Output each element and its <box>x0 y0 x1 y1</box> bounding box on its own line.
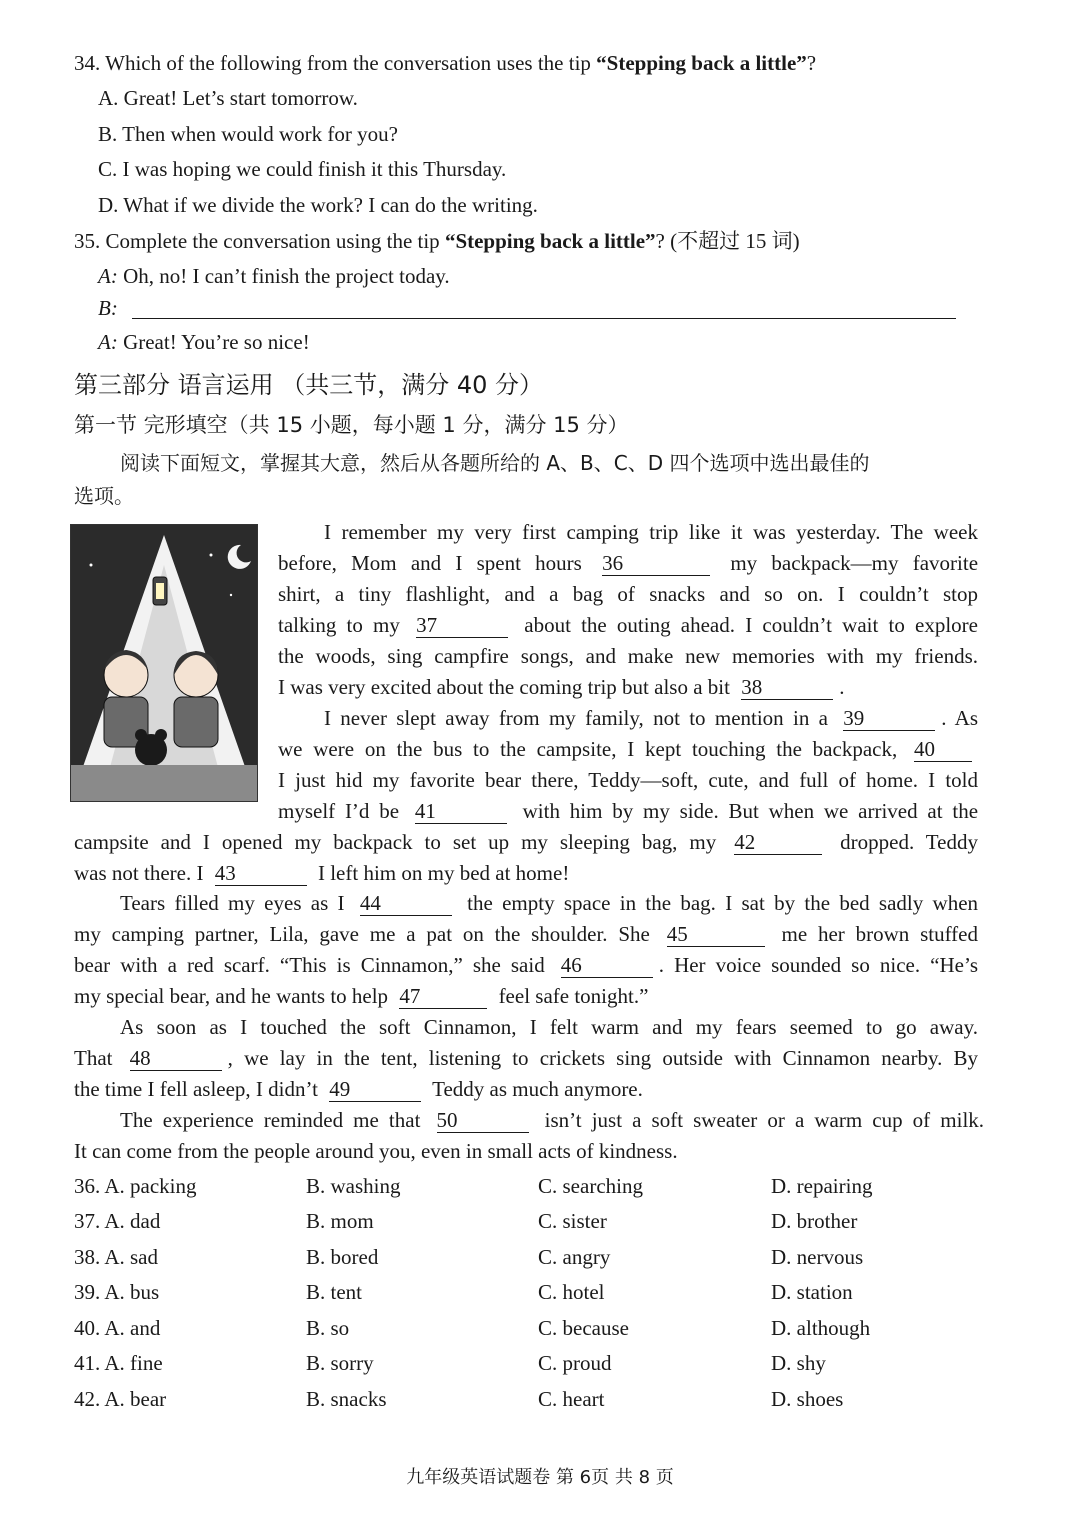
p2-line3: I just hid my favorite bear there, Teddy—soft, cute, and full of home. I told <box>278 768 978 792</box>
passage-paragraph-5 <box>74 1105 984 1167</box>
p5-line2: It can come from the people around you, even in small acts of kindness. <box>74 1139 678 1163</box>
p2-line4: myself I’d be 41 with him by my side. But when we arrived at the <box>278 799 979 823</box>
choice-38-b[interactable]: B. bored <box>306 1245 379 1269</box>
blank-36[interactable]: 36 <box>602 551 710 576</box>
choice-41-c[interactable]: C. proud <box>538 1351 612 1375</box>
choice-39-d[interactable]: D. station <box>771 1280 853 1304</box>
choice-39-a[interactable]: 39. A. bus <box>74 1280 160 1304</box>
p1-line2: before, Mom and I spent hours 36 my backpack—my favorite <box>278 551 979 575</box>
choice-37-a[interactable]: 37. A. dad <box>74 1209 161 1233</box>
choice-42-a[interactable]: 42. A. bear <box>74 1387 167 1411</box>
choices-38 <box>74 1242 1014 1277</box>
q34-option-d: D. What if we divide the work? I can do the writing. <box>98 193 538 217</box>
choice-41-d[interactable]: D. shy <box>771 1351 826 1375</box>
passage-paragraph-4 <box>74 1012 978 1105</box>
q35-line-b: B: <box>98 296 118 320</box>
p1-line1: I remember my very first camping trip like it was yesterday. The week <box>324 520 978 544</box>
page-footer: 九年级英语试题卷 第 6页 共 8 页 <box>406 1467 674 1488</box>
p3-line1: Tears filled my eyes as I 44 the empty space in the bag. I sat by the bed sadly when <box>120 891 979 915</box>
choice-41-b[interactable]: B. sorry <box>306 1351 374 1375</box>
p2-line2: we were on the bus to the campsite, I kept touching the backpack, 40 <box>278 734 978 765</box>
choice-38-a[interactable]: 38. A. sad <box>74 1245 158 1269</box>
choice-40-d[interactable]: D. although <box>771 1316 871 1340</box>
choice-36-d[interactable]: D. repairing <box>771 1174 873 1198</box>
choices-39 <box>74 1277 1014 1312</box>
choice-39-b[interactable]: B. tent <box>306 1280 362 1304</box>
choice-37-c[interactable]: C. sister <box>538 1209 607 1233</box>
p5-line1: The experience reminded me that 50 isn’t just a soft sweater or a warm cup of milk. <box>120 1108 985 1132</box>
p1-line5: the woods, sing campfire songs, and make new memories with my friends. <box>278 644 978 668</box>
blank-48[interactable]: 48 <box>130 1046 222 1071</box>
q35-line-a1: A: Oh, no! I can’t finish the project today. <box>98 264 450 288</box>
choices-36 <box>74 1171 1014 1206</box>
p1-line3: shirt, a tiny flashlight, and a bag of snacks and so on. I couldn’t stop <box>278 582 978 606</box>
blank-44[interactable]: 44 <box>360 891 452 916</box>
p1-line6: I was very excited about the coming trip but also a bit 38 . <box>278 675 845 699</box>
q34-option-b: B. Then when would work for you? <box>98 122 398 146</box>
tent-girls-icon <box>71 525 257 801</box>
section1-title: 第一节 完形填空（共 15 小题，每小题 1 分，满分 15 分） <box>74 413 629 437</box>
p3-line4: my special bear, and he wants to help 47 feel safe tonight.” <box>74 984 649 1008</box>
choice-40-c[interactable]: C. because <box>538 1316 629 1340</box>
blank-40[interactable]: 40 <box>914 737 972 762</box>
blank-50[interactable]: 50 <box>437 1108 529 1133</box>
p2-line1: I never slept away from my family, not to mention in a 39 . As <box>324 706 978 730</box>
p4-line3: the time I fell asleep, I didn’t 49 Teddy as much anymore. <box>74 1077 643 1101</box>
passage-paragraph-1 <box>278 517 978 703</box>
part3-title: 第三部分 语言运用 （共三节，满分 40 分） <box>74 371 544 399</box>
camping-illustration <box>70 524 258 802</box>
passage-paragraph-2a <box>278 703 978 827</box>
choice-37-d[interactable]: D. brother <box>771 1209 858 1233</box>
instruction-line1: 阅读下面短文，掌握其大意，然后从各题所给的 A、B、C、D 四个选项中选出最佳的 <box>120 451 870 475</box>
blank-38[interactable]: 38 <box>741 675 833 700</box>
blank-49[interactable]: 49 <box>329 1077 421 1102</box>
q35-stem: 35. Complete the conversation using the tip “Stepping back a little”? (不超过 15 词) <box>74 229 800 253</box>
choices-41 <box>74 1348 1014 1383</box>
choice-38-d[interactable]: D. nervous <box>771 1245 864 1269</box>
p4-line2: That 48 , we lay in the tent, listening to crickets sing outside with Cinnamon nearby. By <box>74 1046 978 1070</box>
choice-40-b[interactable]: B. so <box>306 1316 350 1340</box>
p3-line2: my camping partner, Lila, gave me a pat on the shoulder. She 45 me her brown stuffed <box>74 922 978 946</box>
choice-39-c[interactable]: C. hotel <box>538 1280 605 1304</box>
choice-36-c[interactable]: C. searching <box>538 1174 643 1198</box>
choice-40-a[interactable]: 40. A. and <box>74 1316 161 1340</box>
p1-line4: talking to my 37 about the outing ahead. I couldn’t wait to explore <box>278 613 978 637</box>
blank-42[interactable]: 42 <box>734 830 822 855</box>
q34-stem: 34. Which of the following from the conversation uses the tip “Stepping back a little”? <box>74 51 817 75</box>
choice-36-b[interactable]: B. washing <box>306 1174 401 1198</box>
choices-37 <box>74 1206 1014 1241</box>
p2-line6: was not there. I 43 I left him on my bed at home! <box>74 861 570 885</box>
p2-line5: campsite and I opened my backpack to set up my sleeping bag, my 42 dropped. Teddy <box>74 830 978 854</box>
instruction-line2: 选项。 <box>74 484 134 508</box>
blank-41[interactable]: 41 <box>415 799 507 824</box>
blank-37[interactable]: 37 <box>416 613 508 638</box>
q35-line-a2: A: Great! You’re so nice! <box>98 330 310 354</box>
passage-paragraph-3 <box>74 888 978 1012</box>
choice-41-a[interactable]: 41. A. fine <box>74 1351 163 1375</box>
q35-answer-line[interactable] <box>132 318 956 319</box>
blank-45[interactable]: 45 <box>667 922 765 947</box>
choice-42-b[interactable]: B. snacks <box>306 1387 387 1411</box>
q34-option-a: A. Great! Let’s start tomorrow. <box>98 86 358 110</box>
p4-line1: As soon as I touched the soft Cinnamon, I felt warm and my fears seemed to go away. <box>120 1015 978 1039</box>
blank-43[interactable]: 43 <box>215 861 307 886</box>
choices-42 <box>74 1384 1014 1419</box>
passage-paragraph-2b <box>74 827 978 889</box>
choice-36-a[interactable]: 36. A. packing <box>74 1174 197 1198</box>
choice-42-d[interactable]: D. shoes <box>771 1387 844 1411</box>
blank-46[interactable]: 46 <box>561 953 653 978</box>
choice-38-c[interactable]: C. angry <box>538 1245 611 1269</box>
p3-line3: bear with a red scarf. “This is Cinnamon,” she said 46 . Her voice sounded so nice. “He’s <box>74 953 978 977</box>
q34-option-c: C. I was hoping we could finish it this Thursday. <box>98 157 507 181</box>
blank-47[interactable]: 47 <box>399 984 487 1009</box>
choices-40 <box>74 1313 1014 1348</box>
blank-39[interactable]: 39 <box>843 706 935 731</box>
choice-37-b[interactable]: B. mom <box>306 1209 374 1233</box>
choice-42-c[interactable]: C. heart <box>538 1387 605 1411</box>
